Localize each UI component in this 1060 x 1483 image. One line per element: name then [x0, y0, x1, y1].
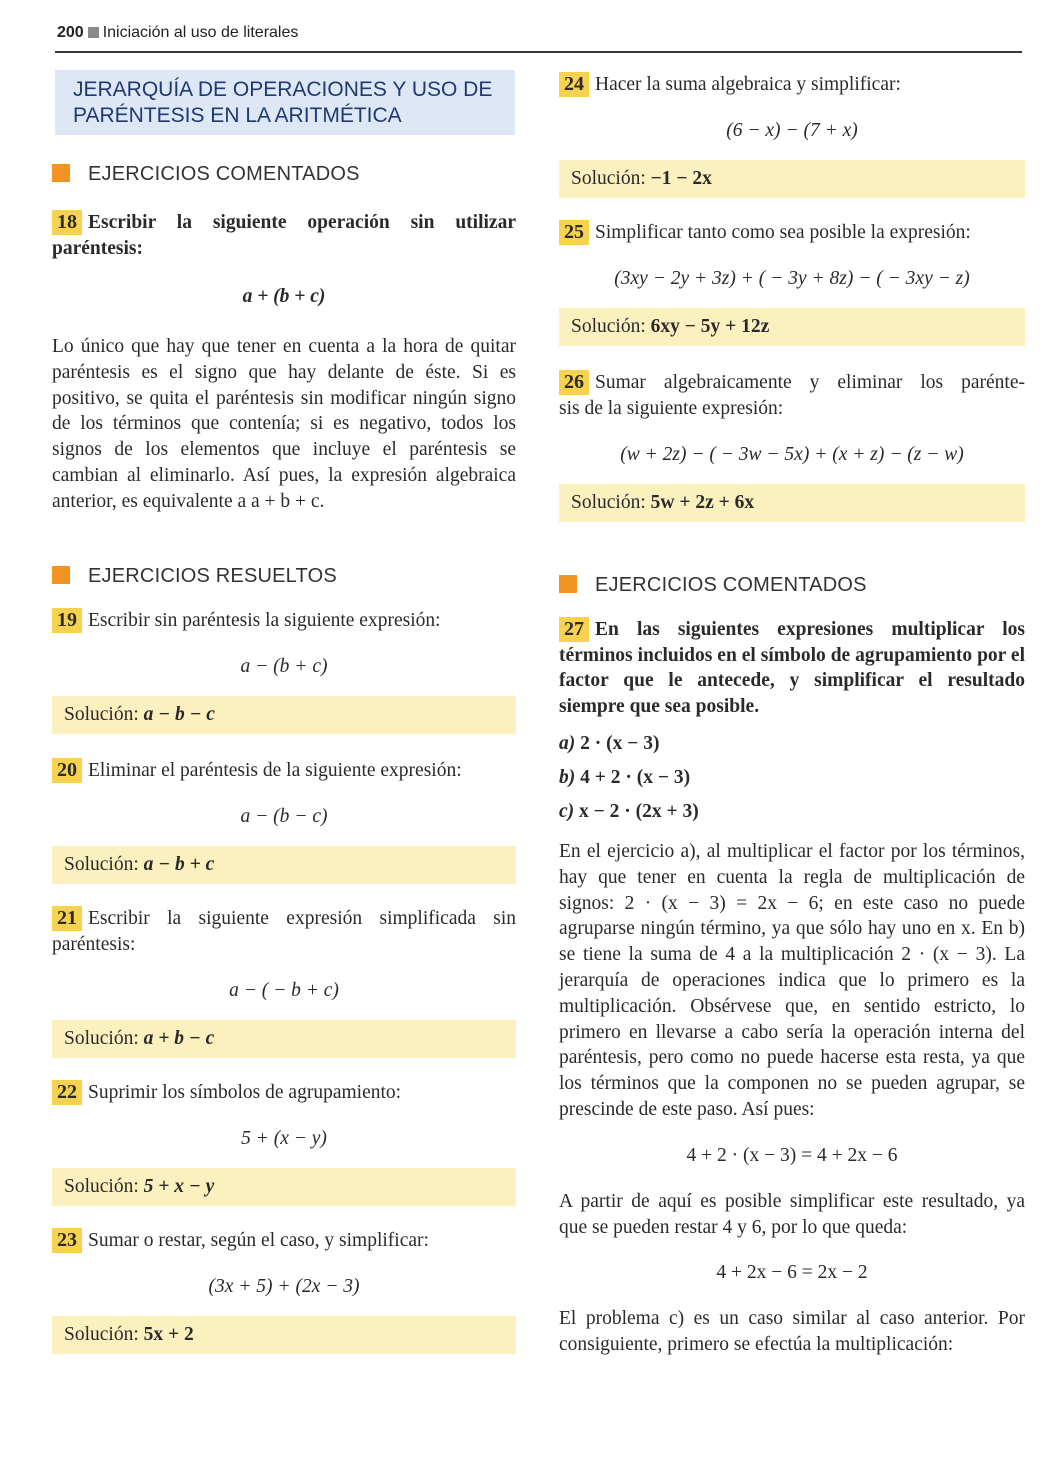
- exercise-27: [559, 617, 1025, 1358]
- exercise-statement-cont: paréntesis:: [52, 933, 136, 955]
- solution-box: [52, 696, 516, 734]
- exercise-statement: Suprimir los símbolos de agrupamiento:: [88, 1081, 402, 1103]
- explanation-paragraph-2: A partir de aquí es posible simplificar este resultado, ya que se pueden restar 4 y 6, por lo que queda:: [559, 1190, 1025, 1238]
- right-column: [559, 72, 1025, 1358]
- exercise-statement: Escribir sin paréntesis la siguiente expresión:: [88, 609, 441, 631]
- solution-box: [559, 160, 1025, 198]
- exercise-statement: Escribir la siguiente expresión simplificada sin: [88, 907, 516, 929]
- exercise-number: 27: [559, 617, 589, 642]
- solution-value: −1 − 2x: [650, 168, 712, 189]
- section-heading-comentados-2: [559, 574, 1025, 597]
- solution-box: [52, 1168, 516, 1206]
- exercise-20: [52, 758, 516, 884]
- exercise-22: [52, 1080, 516, 1206]
- exercise-23: [52, 1228, 516, 1354]
- explanation-paragraph-3: El problema c) es un caso similar al caso anterior. Por consiguiente, primero se efectúa la multiplicación:: [559, 1308, 1025, 1356]
- exercise-formula: (w + 2z) − ( − 3w − 5x) + (x + z) − (z − w): [620, 444, 964, 465]
- exercise-statement-cont: paréntesis:: [52, 238, 143, 259]
- section-heading-text: EJERCICIOS COMENTADOS: [595, 574, 867, 596]
- exercise-formula: a + (b + c): [242, 286, 326, 307]
- orange-square-icon: [52, 566, 70, 584]
- solution-value: 5x + 2: [143, 1323, 194, 1345]
- header-rule: [55, 51, 1022, 53]
- running-title: Iniciación al uso de literales: [102, 24, 299, 41]
- exercise-statement: En las siguientes expresiones multiplicar los términos incluidos en el símbolo de agrupamiento por el factor que le antecede, y simplificar el resultado siempre que sea posible.: [559, 619, 1025, 717]
- exercise-21: [52, 906, 516, 1058]
- solution-label: Solución:: [64, 853, 139, 875]
- orange-square-icon: [52, 164, 70, 182]
- item-expression: x − 2 · (2x + 3): [579, 801, 699, 822]
- running-header: [57, 24, 298, 42]
- solution-label: Solución:: [571, 168, 646, 189]
- exercise-number: 24: [559, 72, 589, 97]
- exercise-formula: a − (b + c): [240, 655, 328, 677]
- exercise-25: [559, 220, 1025, 346]
- solution-label: Solución:: [571, 316, 646, 337]
- solution-label: Solución:: [64, 1027, 139, 1049]
- exercise-statement: Hacer la suma algebraica y simplificar:: [595, 74, 901, 95]
- explanation-paragraph: Lo único que hay que tener en cuenta a la hora de quitar paréntesis es el signo que hay delante de éste. Si es positivo, se quita el paréntesis sin modificar ningún signo de los términos que contenía; si es negativo, todos los signos de los elementos que incluye el paréntesis se cambian al eliminarlo. Así pues, la expresión algebraica anterior, es equivalente a a + b + c.: [52, 336, 516, 512]
- solution-label: Solución:: [64, 1323, 139, 1345]
- exercise-24: [559, 72, 1025, 198]
- solution-label: Solución:: [571, 492, 646, 513]
- equation-1: 4 + 2 · (x − 3) = 4 + 2x − 6: [686, 1144, 898, 1166]
- section-heading-comentados: [52, 163, 516, 186]
- section-heading-text: EJERCICIOS COMENTADOS: [88, 163, 360, 185]
- solution-value: 6xy − 5y + 12z: [650, 316, 770, 337]
- explanation-paragraph-1: En el ejercicio a), al multiplicar el factor por los términos, hay que tener en cuenta la regla de multiplicación de signos: 2 · (x − 3) = 2x − 6; en este caso no puede agruparse ningún término, ya que sólo hay uno en x. En b) se tiene la suma de 4 a la multiplicación 2 · (x − 3). La jerarquía de operaciones indica que lo primero es la multiplicación. Obsérvese que, en sentido estricto, lo primero en llevarse a cabo sería la operación interna del paréntesis, pero como no puede hacerse esta resta, ya que los términos que la componen no se pueden agrupar, se prescinde de este paso. Así pues:: [559, 841, 1025, 1120]
- exercise-number: 21: [52, 906, 82, 931]
- solution-box: [559, 484, 1025, 522]
- exercise-number: 19: [52, 608, 82, 633]
- section-heading-resueltos: [52, 565, 516, 588]
- exercise-formula: (6 − x) − (7 + x): [726, 120, 858, 141]
- exercise-formula: 5 + (x − y): [241, 1127, 327, 1149]
- solution-value: a + b − c: [143, 1027, 215, 1049]
- item-expression: 2 · (x − 3): [580, 733, 660, 754]
- solution-box: [559, 308, 1025, 346]
- item-label: c): [559, 801, 575, 822]
- left-column: [52, 70, 516, 1354]
- item-label: b): [559, 767, 576, 788]
- solution-value: a − b + c: [143, 853, 215, 875]
- exercise-statement: Sumar o restar, según el caso, y simplificar:: [88, 1229, 429, 1251]
- solution-value: 5w + 2z + 6x: [650, 492, 755, 513]
- orange-square-icon: [559, 575, 577, 593]
- item-expression: 4 + 2 · (x − 3): [580, 767, 691, 788]
- solution-label: Solución:: [64, 703, 139, 725]
- exercise-statement: Sumar algebraicamente y eliminar los parénte-: [595, 372, 1025, 393]
- exercise-number: 26: [559, 370, 589, 395]
- solution-box: [52, 1020, 516, 1058]
- exercise-number: 18: [52, 210, 82, 235]
- list-item: [559, 727, 1025, 761]
- topic-title-line1: JERARQUÍA DE OPERACIONES Y USO DE: [73, 78, 493, 101]
- equation-2: 4 + 2x − 6 = 2x − 2: [716, 1262, 868, 1284]
- solution-box: [52, 846, 516, 884]
- item-label: a): [559, 733, 576, 754]
- exercise-statement-block: [559, 617, 1025, 719]
- list-item: [559, 795, 1025, 829]
- exercise-26: [559, 370, 1025, 522]
- solution-label: Solución:: [64, 1175, 139, 1197]
- exercise-statement: Eliminar el paréntesis de la siguiente expresión:: [88, 759, 462, 781]
- exercise-items: [559, 727, 1025, 829]
- exercise-formula: a − (b − c): [240, 805, 328, 827]
- solution-value: 5 + x − y: [143, 1175, 215, 1197]
- exercise-number: 25: [559, 220, 589, 245]
- exercise-formula: a − ( − b + c): [229, 979, 339, 1001]
- exercise-number: 20: [52, 758, 82, 783]
- exercise-statement: Simplificar tanto como sea posible la expresión:: [595, 222, 971, 243]
- exercise-statement: Escribir la siguiente operación sin utilizar: [88, 212, 516, 233]
- page-number: 200: [57, 24, 84, 41]
- solution-box: [52, 1316, 516, 1354]
- exercise-formula: (3xy − 2y + 3z) + ( − 3y + 8z) − ( − 3xy − z): [614, 268, 970, 289]
- list-item: [559, 761, 1025, 795]
- exercise-number: 22: [52, 1080, 82, 1105]
- header-square-icon: [88, 27, 99, 38]
- exercise-19: [52, 608, 516, 734]
- topic-title-line2: PARÉNTESIS EN LA ARITMÉTICA: [73, 104, 402, 127]
- exercise-formula: (3x + 5) + (2x − 3): [208, 1275, 360, 1297]
- exercise-number: 23: [52, 1228, 82, 1253]
- exercise-statement-cont: sis de la siguiente expresión:: [559, 398, 784, 419]
- exercise-18: [52, 210, 516, 310]
- solution-value: a − b − c: [143, 703, 215, 725]
- section-heading-text: EJERCICIOS RESUELTOS: [88, 564, 337, 587]
- topic-title-box: [55, 70, 515, 135]
